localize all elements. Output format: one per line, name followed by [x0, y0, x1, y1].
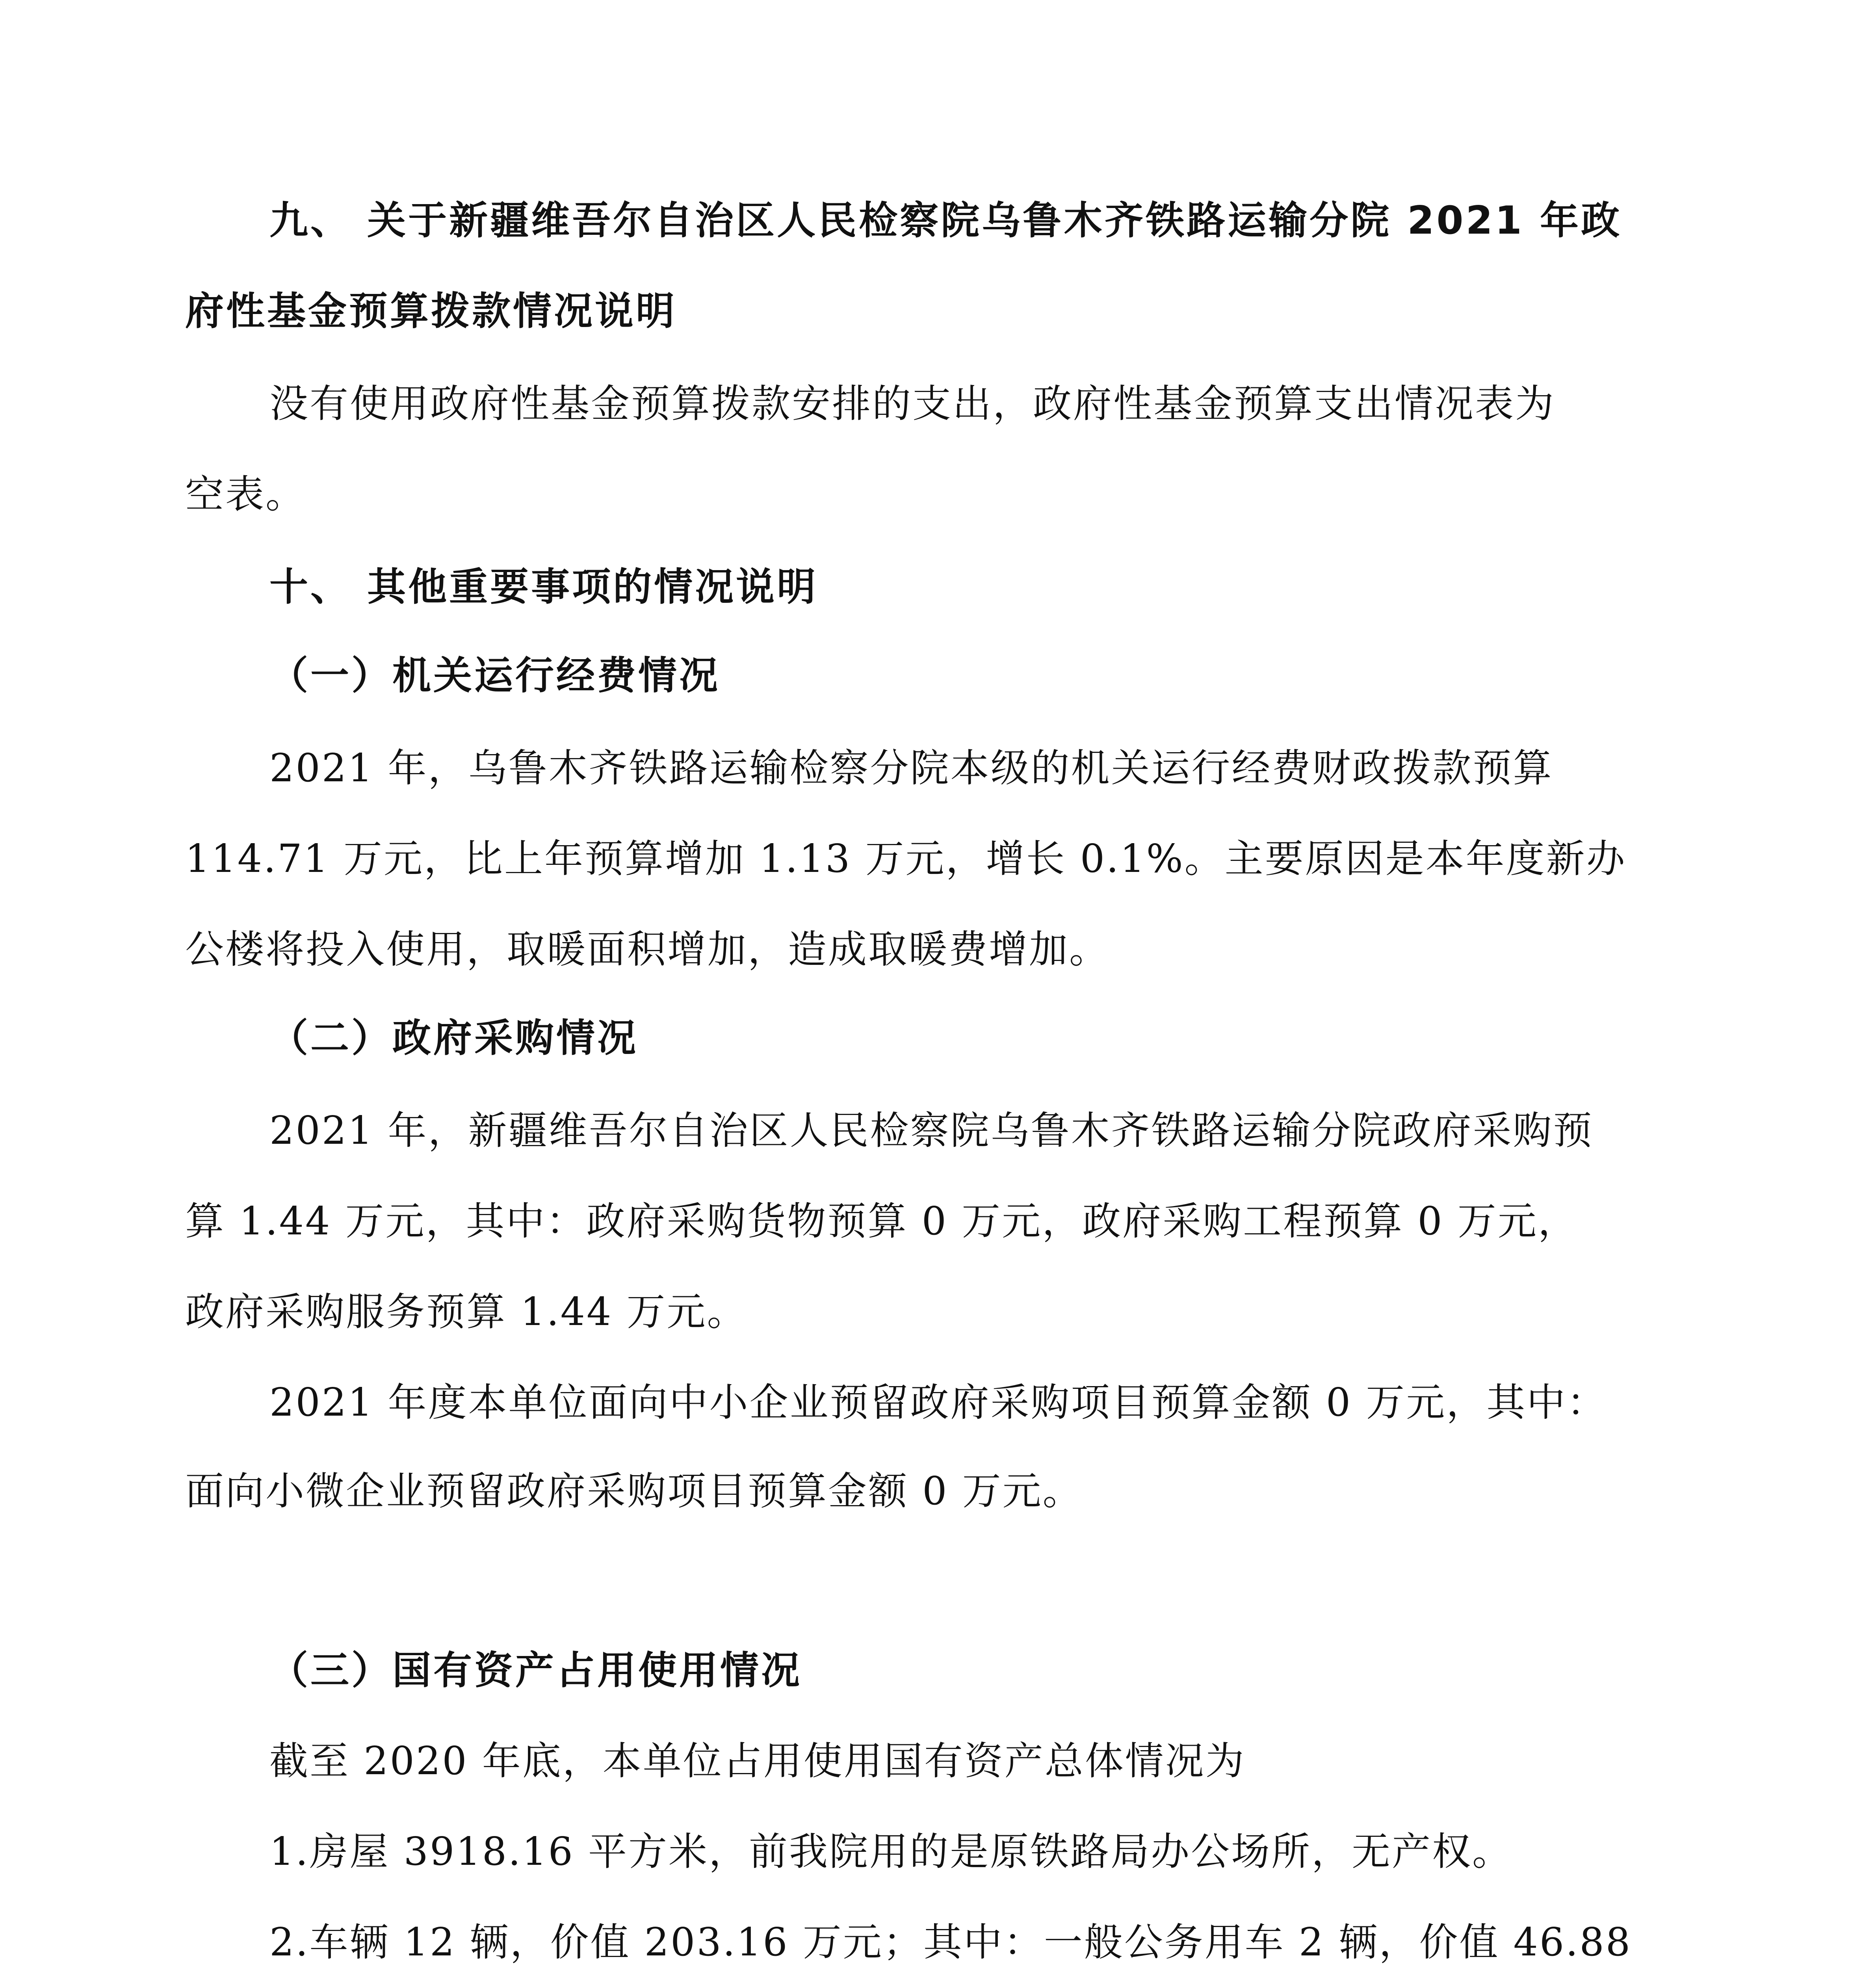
subsection-2-paragraph-line3: 政府采购服务预算 1.44 万元。	[185, 1290, 747, 1334]
subsection-2-heading: （二）政府采购情况	[269, 1016, 639, 1061]
section-9-body: 没有使用政府性基金预算拨款安排的支出，政府性基金预算支出情况表为	[269, 381, 1556, 426]
subsection-1-paragraph-line3: 公楼将投入使用，取暖面积增加，造成取暖费增加。	[185, 927, 1110, 972]
section-9-heading: 九、 关于新疆维吾尔自治区人民检察院乌鲁木齐铁路运输分院 2021 年政	[269, 198, 1622, 243]
subsection-2-sme-paragraph-line2: 面向小微企业预留政府采购项目预算金额 0 万元。	[185, 1469, 1083, 1514]
asset-item-vehicles: 2.车辆 12 辆，价值 203.16 万元；其中：一般公务用车 2 辆，价值 46.88	[269, 1920, 1632, 1965]
section-9-heading-continued: 府性基金预算拨款情况说明	[185, 289, 677, 334]
asset-item-housing: 1.房屋 3918.16 平方米，前我院用的是原铁路局办公场所，无产权。	[269, 1829, 1513, 1874]
subsection-2-paragraph-line2: 算 1.44 万元，其中：政府采购货物预算 0 万元，政府采购工程预算 0 万元，	[185, 1199, 1578, 1244]
subsection-3-heading: （三）国有资产占用使用情况	[269, 1648, 802, 1693]
subsection-1-paragraph-line2: 114.71 万元，比上年预算增加 1.13 万元，增长 0.1%。主要原因是本年度新办	[185, 836, 1627, 881]
section-9-body-continued: 空表。	[185, 472, 306, 517]
subsection-2-paragraph: 2021 年，新疆维吾尔自治区人民检察院乌鲁木齐铁路运输分院政府采购预	[269, 1108, 1594, 1153]
subsection-3-intro: 截至 2020 年底，本单位占用使用国有资产总体情况为	[269, 1739, 1246, 1784]
section-10-heading: 十、 其他重要事项的情况说明	[269, 565, 818, 610]
subsection-1-heading: （一）机关运行经费情况	[269, 653, 721, 698]
subsection-2-sme-paragraph: 2021 年度本单位面向中小企业预留政府采购项目预算金额 0 万元，其中：	[269, 1380, 1607, 1425]
subsection-1-paragraph: 2021 年，乌鲁木齐铁路运输检察分院本级的机关运行经费财政拨款预算	[269, 746, 1553, 791]
